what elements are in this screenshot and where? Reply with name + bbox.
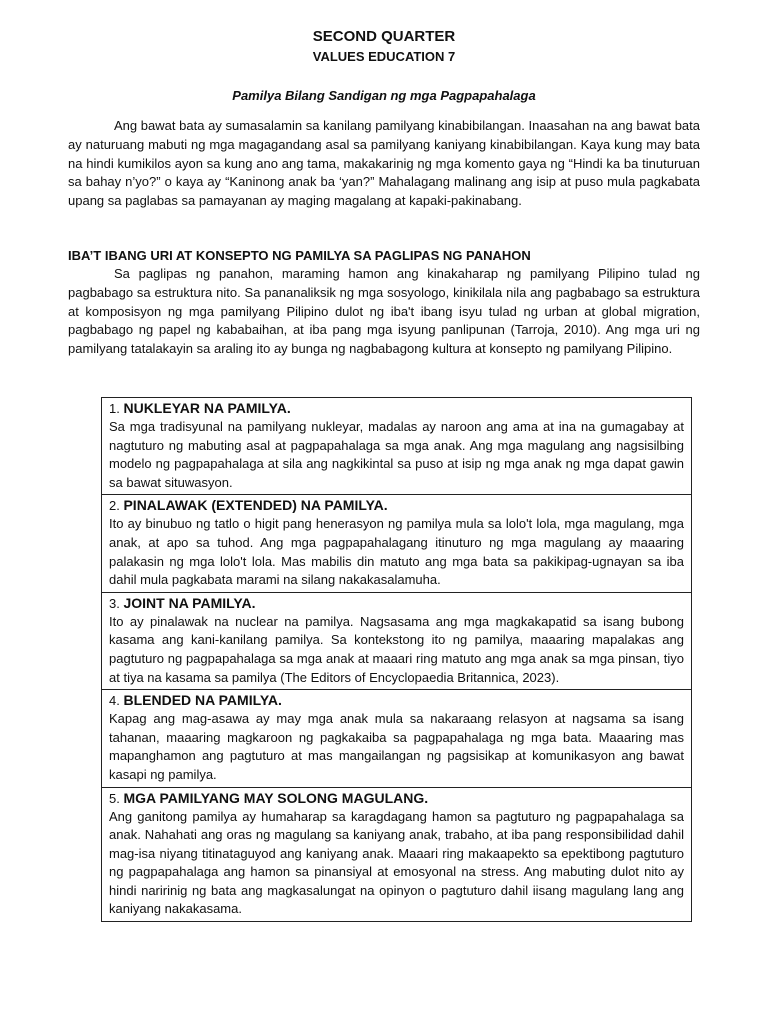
intro-paragraph: Ang bawat bata ay sumasalamin sa kanilang pamilyang kinabibilangan. Inaasahan na ang bawat bata ay naturuang mabuti ng mga magagandang asal sa pamilyang kaniyang kinabibilangan. Kaya kung may bata na hindi kumikilos ayon sa kung ano ang tama, makakarinig ng mga komento gaya ng “Hindi ka ba tinuturuan sa bahay n’yo?” o kaya ay “Kaninong anak ba ‘yan?” Mahalagang malinang ang isip at puso mula pagkabata upang sa paglabas sa pamayanan ay maging magalang at kapaki-pakinabang. xyxy=(68,118,700,209)
quarter-title: SECOND QUARTER xyxy=(312,28,456,45)
family-type-box xyxy=(102,593,691,690)
subject-title: VALUES EDUCATION 7 xyxy=(312,49,456,64)
family-type-heading xyxy=(109,789,684,808)
family-type-number: 3. xyxy=(109,595,120,611)
family-type-box xyxy=(102,495,691,592)
family-type-heading xyxy=(109,496,684,515)
lesson-title: Pamilya Bilang Sandigan ng mga Pagpapahalaga xyxy=(232,88,536,103)
family-type-number: 1. xyxy=(109,401,120,416)
family-type-box xyxy=(102,788,691,922)
section-heading: IBA’T IBANG URI AT KONSEPTO NG PAMILYA SA PAGLIPAS NG PANAHON xyxy=(68,248,531,263)
family-type-description: Sa mga tradisyunal na pamilyang nukleyar, madalas ay naroon ang ama at ina na gumagabay at nagtuturo ng mabuting asal at pagpapahalaga sa mga anak. Ang mga magulang ang nagsisilbing modelo ng pagpapahalaga at sila ang nagkikintal sa puso at isip ng mga anak ng mga dapat gawin sa bawat situwasyon. xyxy=(109,419,684,490)
family-type-heading xyxy=(109,594,684,613)
family-type-name: NUKLEYAR NA PAMILYA. xyxy=(123,400,291,416)
family-types-table xyxy=(101,397,692,922)
family-type-name: JOINT NA PAMILYA. xyxy=(123,594,256,611)
family-type-description: Ito ay binubuo ng tatlo o higit pang henerasyon ng pamilya mula sa lolo't lola, mga magulang, mga anak, at apo sa tuhod. Ang mga pagpapahalagang itinuturo ng mga magulang ay maaaring palakasin ng mga lolo't lola. Mas mabilis din matuto ang mga bata sa pakikipag-ugnayan sa iba dahil mula pagkabata marami na silang nakakasalamuha. xyxy=(109,516,684,588)
family-type-description: Ito ay pinalawak na nuclear na pamilya. Nagsasama ang mga magkakapatid sa isang bubong kasama ang kani-kanilang pamilya. Sa kontekstong ito ng pamilya, maaaring mapalakas ang pagtuturo ng pagpapahalaga sa mga anak at maaari ring matuto ang mga anak sa mga pinsan, tiyo at tiya na kasama sa pamilya (The Editors of Encyclopaedia Britannica, 2023). xyxy=(109,613,684,685)
family-type-heading xyxy=(109,399,684,418)
family-type-box xyxy=(102,398,691,495)
family-type-description: Kapag ang mag-asawa ay may mga anak mula sa nakaraang relasyon at nagsama sa isang tahanan, maaaring magkaroon ng pagkakaiba sa pagpapahalaga ng mga bata. Maaaring mas mapanghamon ang pagtuturo at mas mangailangan ng pagsisikap at komunikasyon ang bawat kasapi ng pamilya. xyxy=(109,711,684,782)
section-paragraph: Sa paglipas ng panahon, maraming hamon ang kinakaharap ng pamilyang Pilipino tulad ng pagbabago sa estruktura nito. Sa pananaliksik ng mga sosyologo, kinikilala nila ang pagbabago sa estruktura at komposisyon ng mga pamilyang Pilipino dulot ng iba't ibang isyu tulad ng urban at global migration, pagbabago ng papel ng kababaihan, at iba pang mga isyung panlipunan (Tarroja, 2010). Ang mga uri ng pamilyang tatalakayin sa araling ito ay bunga ng nagbabagong kultura at konsepto ng pamilyang Pilipino. xyxy=(68,266,700,357)
family-type-number: 4. xyxy=(109,693,120,709)
family-type-name: MGA PAMILYANG MAY SOLONG MAGULANG. xyxy=(123,789,429,806)
family-type-description: Ang ganitong pamilya ay humaharap sa karagdagang hamon sa pagtuturo ng pagpapahalaga sa anak. Nahahati ang oras ng magulang sa kaniyang anak, trabaho, at iba pang responsibilidad dahil mag-isa niyang titinataguyod ang kaniyang anak. Maaari ring makaapekto sa epektibong pagtuturo ng pagpapahalaga ang hamon sa pinansiyal at emosyonal na stress. Ang mabuting dulot nito ay hindi naririnig ng bata ang magkasalungat na opinyon o pagtuturo dahil iisang magulang lang ang kaniyang nakakasama. xyxy=(109,808,684,917)
family-type-name: PINALAWAK (EXTENDED) NA PAMILYA. xyxy=(123,497,388,514)
family-type-number: 2. xyxy=(109,498,120,514)
family-type-number: 5. xyxy=(109,790,120,806)
family-type-box xyxy=(102,690,691,787)
family-type-heading xyxy=(109,691,684,710)
family-type-name: BLENDED NA PAMILYA. xyxy=(123,692,282,709)
